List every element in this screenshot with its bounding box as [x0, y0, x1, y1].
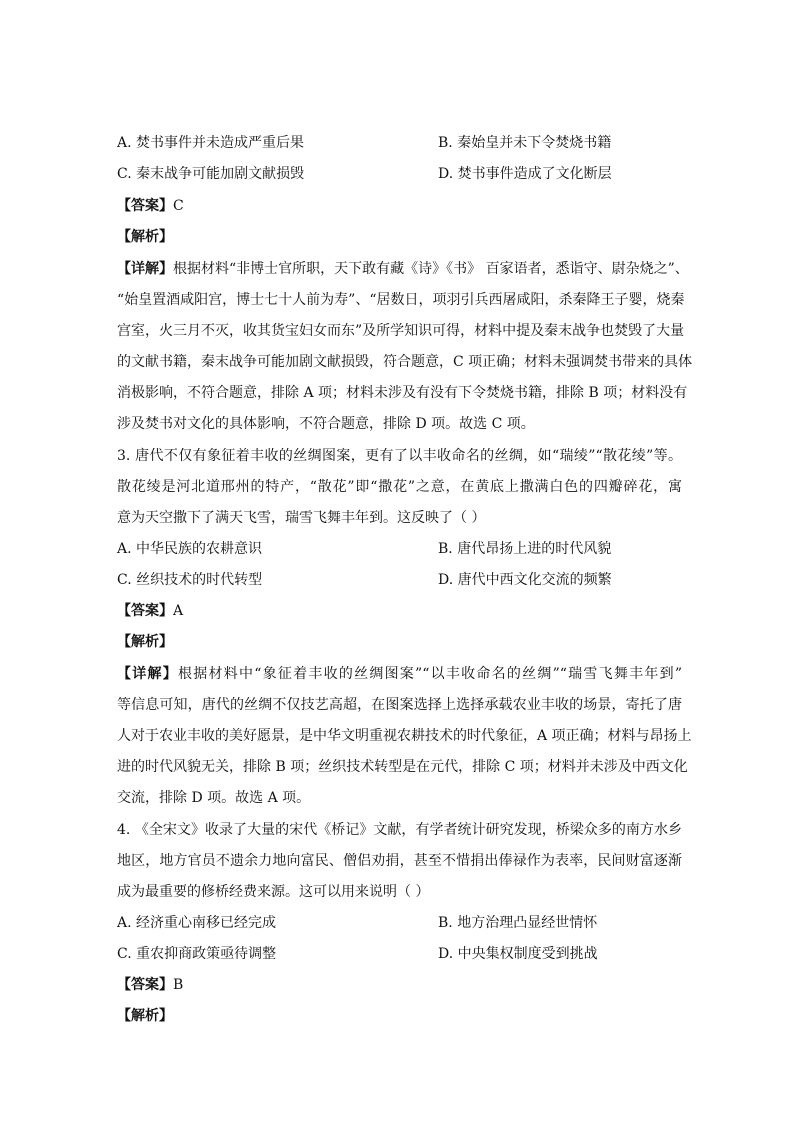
q3-detail-line-4: 进的时代风貌无关，排除 B 项；丝织技术转型是在元代，排除 C 项；材料并未涉及中西文化: [117, 759, 688, 775]
q2-analysis-heading: 【解析】: [117, 229, 173, 245]
q3-option-a: A. 中华民族的农耕意识: [117, 541, 263, 557]
q3-detail-tag: 【详解】: [117, 666, 178, 682]
q3-detail-line-1: 【详解】根据材料中“象征着丰收的丝绸图案”“以丰收命名的丝绸”“瑞雪飞舞丰年到”: [117, 666, 682, 682]
q4-options-row-2: [117, 944, 682, 964]
q3-option-c: C. 丝织技术的时代转型: [117, 572, 263, 588]
q4-stem-line-1: 4. 《全宋文》收录了大量的宋代《桥记》文献，有学者统计研究发现，桥梁众多的南方水乡: [117, 822, 682, 838]
q3-option-d: D. 唐代中西文化交流的频繁: [438, 572, 612, 588]
q4-stem-line-3: 成为最重要的修桥经费来源。这可以用来说明（ ）: [117, 884, 430, 900]
q2-option-d: D. 焚书事件造成了文化断层: [438, 166, 612, 182]
q3-stem-line-1: 3. 唐代不仅有象征着丰收的丝绸图案，更有了以丰收命名的丝绸，如“瑞绫”“散花绫”等。: [117, 448, 682, 464]
q2-option-b: B. 秦始皇并未下令焚烧书籍: [438, 135, 612, 151]
q3-detail-line-5: 交流，排除 D 项。故选 A 项。: [117, 790, 311, 806]
q4-stem-line-2: 地区，地方官员不遗余力地向富民、僧侣劝捐，甚至不惜捐出俸禄作为表率，民间财富逐渐: [117, 853, 682, 869]
q3-options-row-2: [117, 570, 682, 590]
q4-option-b: B. 地方治理凸显经世情怀: [438, 915, 598, 931]
q3-answer-tag: 【答案】: [117, 603, 173, 619]
q2-option-a: A. 焚书事件并未造成严重后果: [117, 135, 305, 151]
q2-answer-tag: 【答案】: [117, 198, 173, 214]
q2-detail-line-5: 消极影响，不符合题意，排除 A 项；材料未涉及有没有下令焚烧书籍，排除 B 项；材料没有: [117, 385, 688, 401]
q3-options-row-1: [117, 539, 682, 559]
q4-options-row-1: [117, 913, 682, 933]
q4-answer-value: B: [173, 977, 184, 993]
q2-detail-line-3: 宫室，火三月不灭，收其货宝妇女而东”及所学知识可得，材料中提及秦末战争也焚毁了大量: [117, 323, 685, 339]
q2-answer-value: C: [173, 198, 184, 214]
q4-answer: [117, 975, 682, 995]
q3-detail-line-2: 等信息可知，唐代的丝绸不仅技艺高超，在图案选择上选择承载农业丰收的场景，寄托了唐: [117, 697, 682, 713]
q4-option-a: A. 经济重心南移已经完成: [117, 915, 277, 931]
q2-detail-line-6: 涉及焚书对文化的具体影响，不符合题意，排除 D 项。故选 C 项。: [117, 416, 535, 432]
q2-detail-line-1: 【详解】根据材料“非博士官所职，天下敢有藏《诗》《书》 百家语者，悉诣守、尉杂烧之”、: [117, 261, 689, 277]
q2-options-row-2: [117, 164, 682, 184]
q4-answer-tag: 【答案】: [117, 977, 173, 993]
q3-stem-line-2: 散花绫是河北道邢州的特产，“散花”即“撒花”之意，在黄底上撒满白色的四瓣碎花，寓: [117, 479, 682, 495]
q2-detail-tag: 【详解】: [117, 261, 173, 277]
q2-options-row-1: [117, 133, 682, 153]
q2-answer: [117, 196, 682, 216]
q3-answer-value: A: [173, 603, 184, 619]
q3-detail-line-3: 人对于农业丰收的美好愿景，是中华文明重视农耕技术的时代象征，A 项正确；材料与昂扬上: [117, 728, 692, 744]
q3-analysis-heading: 【解析】: [117, 634, 173, 650]
q2-detail-line-2: “始皇置酒咸阳宫，博士七十人前为寿”、“居数日，项羽引兵西屠咸阳，杀秦降王子婴，烧秦: [117, 292, 685, 308]
q4-analysis-heading: 【解析】: [117, 1008, 173, 1024]
q3-stem-line-3: 意为天空撒下了满天飞雪，瑞雪飞舞丰年到。这反映了（ ）: [117, 510, 486, 526]
q3-option-b: B. 唐代昂扬上进的时代风貌: [438, 541, 612, 557]
q2-option-c: C. 秦末战争可能加剧文献损毁: [117, 166, 305, 182]
q4-option-c: C. 重农抑商政策亟待调整: [117, 946, 277, 962]
q3-answer: [117, 601, 682, 621]
q2-detail-line-4: 的文献书籍，秦末战争可能加剧文献损毁，符合题意，C 项正确；材料未强调焚书带来的具体: [117, 354, 693, 370]
q4-option-d: D. 中央集权制度受到挑战: [438, 946, 598, 962]
